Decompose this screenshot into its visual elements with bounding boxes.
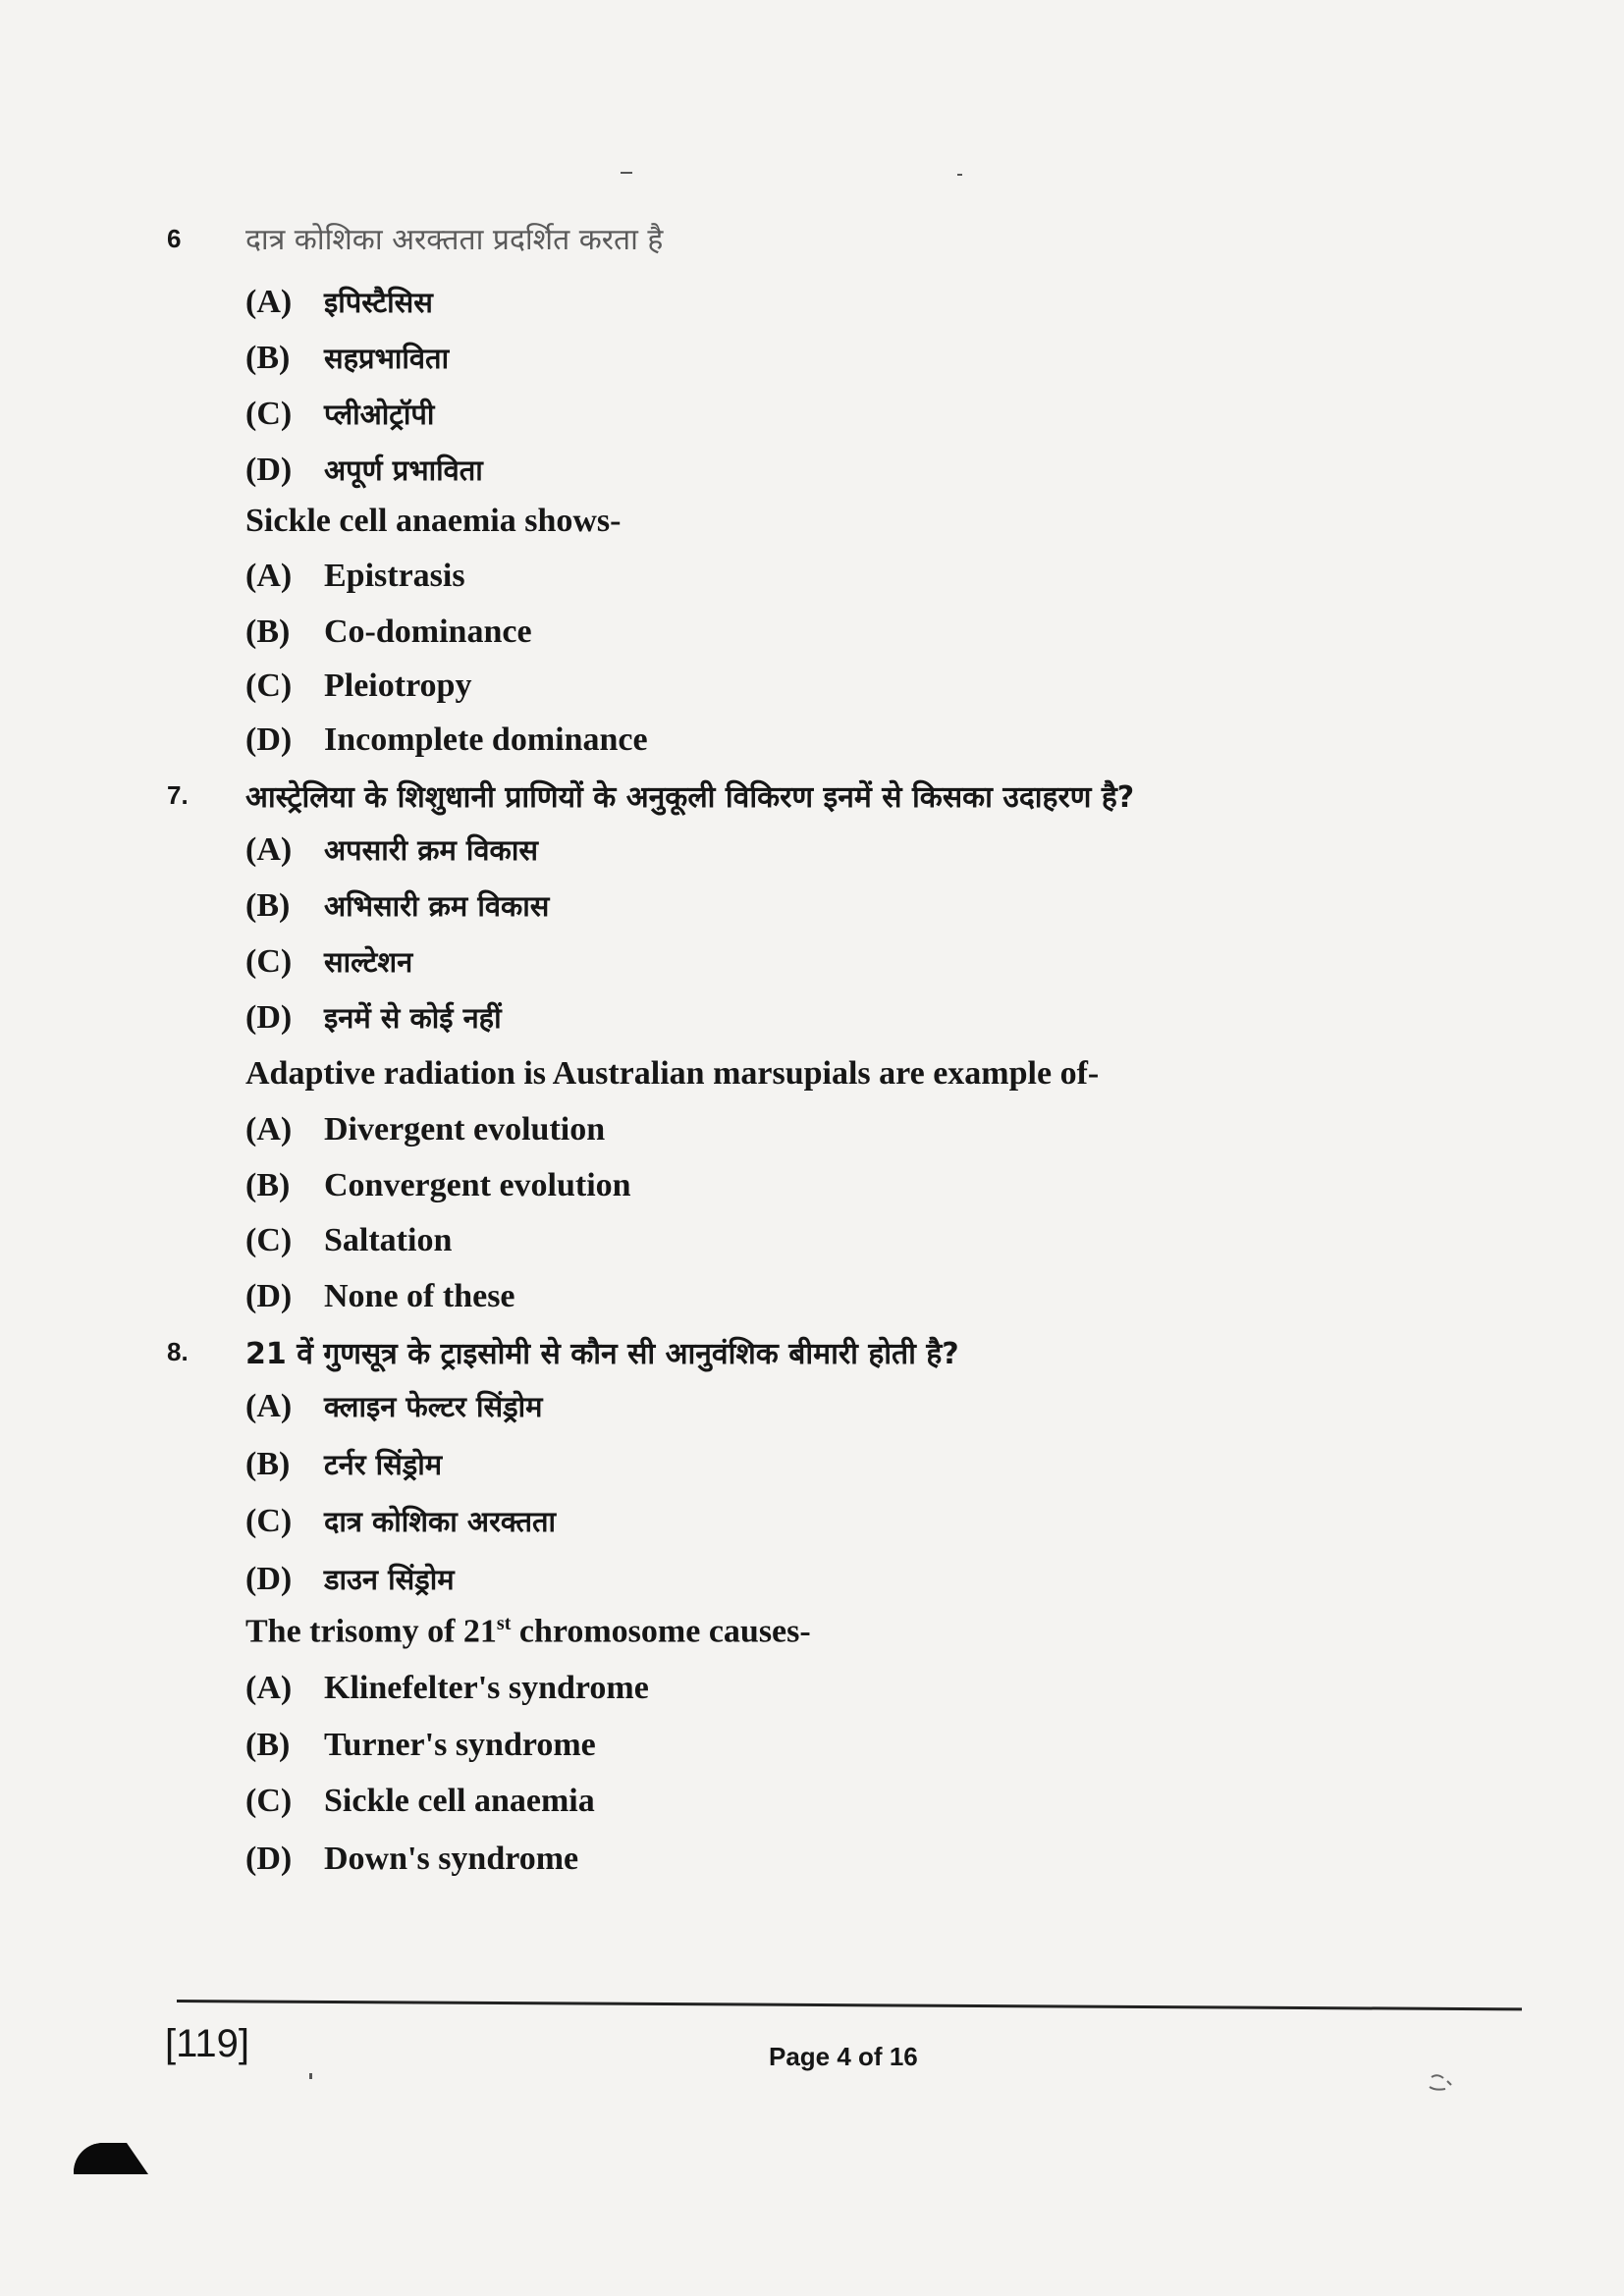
option-label: (C) xyxy=(245,1783,293,1819)
option-text: अभिसारी क्रम विकास xyxy=(324,889,550,923)
question-text-hindi: दात्र कोशिका अरक्तता प्रदर्शित करता है xyxy=(245,223,664,257)
option-hindi xyxy=(245,339,449,377)
option-text: Saltation xyxy=(324,1222,453,1258)
option-text: Co-dominance xyxy=(324,614,532,650)
option-label: (A) xyxy=(245,284,293,320)
question-text-hindi: आस्ट्रेलिया के शिशुधानी प्राणियों के अनुकूली विकिरण इनमें से किसका उदाहरण है? xyxy=(245,780,1135,815)
option-hindi xyxy=(245,395,434,433)
question-text-part: chromosome causes- xyxy=(511,1613,811,1650)
option-text: अपसारी क्रम विकास xyxy=(324,833,538,867)
option-label: (C) xyxy=(245,1222,293,1258)
scan-speck xyxy=(957,174,962,176)
option-text: Divergent evolution xyxy=(324,1111,606,1148)
scan-mark-icon xyxy=(1426,2069,1457,2101)
option-text: None of these xyxy=(324,1278,515,1314)
option-hindi xyxy=(245,998,502,1037)
option-text: Incomplete dominance xyxy=(324,721,648,758)
option-english xyxy=(245,667,471,705)
option-label: (B) xyxy=(245,887,291,924)
option-hindi xyxy=(245,1560,455,1598)
corner-blot xyxy=(74,2143,148,2174)
option-text: Epistrasis xyxy=(324,558,465,594)
option-english xyxy=(245,1841,578,1878)
option-text: अपूर्ण प्रभाविता xyxy=(324,454,483,487)
question-number: 7. xyxy=(167,780,189,810)
option-label: (C) xyxy=(245,943,293,980)
option-label: (D) xyxy=(245,1278,293,1314)
option-hindi xyxy=(245,451,483,489)
option-text: साल्टेशन xyxy=(324,945,413,979)
option-english xyxy=(245,1278,515,1315)
option-text: सहप्रभाविता xyxy=(324,342,450,375)
option-hindi xyxy=(245,283,433,321)
option-text: Down's syndrome xyxy=(324,1841,579,1877)
option-label: (B) xyxy=(245,1446,291,1482)
option-hindi xyxy=(245,830,538,869)
option-text: Convergent evolution xyxy=(324,1167,631,1203)
option-english xyxy=(245,721,648,759)
option-hindi xyxy=(245,1387,542,1425)
option-label: (D) xyxy=(245,452,293,488)
question-text-english: Sickle cell anaemia shows- xyxy=(245,503,622,539)
question-number: 6 xyxy=(167,224,182,253)
option-hindi xyxy=(245,1502,556,1540)
option-text: प्लीओट्रॉपी xyxy=(324,398,435,431)
option-text: Sickle cell anaemia xyxy=(324,1783,595,1819)
option-text: Klinefelter's syndrome xyxy=(324,1670,649,1706)
question-text-english: Adaptive radiation is Australian marsupials are example of- xyxy=(245,1055,1100,1092)
option-label: (D) xyxy=(245,1561,293,1597)
option-text: इनमें से कोई नहीं xyxy=(324,1001,502,1035)
footer-rule xyxy=(177,2000,1522,2010)
scan-speck xyxy=(309,2073,312,2079)
ordinal-suffix: st xyxy=(496,1613,512,1634)
option-english xyxy=(245,1727,596,1764)
option-text: Turner's syndrome xyxy=(324,1727,596,1763)
option-english xyxy=(245,614,532,651)
question-number: 8. xyxy=(167,1337,189,1366)
page-number: Page 4 of 16 xyxy=(769,2042,918,2071)
option-english xyxy=(245,558,465,595)
option-english xyxy=(245,1783,595,1820)
option-label: (B) xyxy=(245,614,291,650)
option-hindi xyxy=(245,1445,442,1483)
option-label: (A) xyxy=(245,831,293,868)
option-text: क्लाइन फेल्टर सिंड्रोम xyxy=(324,1390,543,1423)
option-label: (D) xyxy=(245,999,293,1036)
option-hindi xyxy=(245,886,549,925)
option-label: (D) xyxy=(245,721,293,758)
option-text: इपिस्टैसिस xyxy=(324,286,433,319)
option-label: (C) xyxy=(245,1503,293,1539)
question-text-part: The trisomy of 21 xyxy=(245,1613,497,1650)
paper-code: [119] xyxy=(165,2022,249,2065)
option-label: (B) xyxy=(245,1167,291,1203)
option-label: (B) xyxy=(245,1727,291,1763)
question-text-hindi: 21 वें गुणसूत्र के ट्राइसोमी से कौन सी आनुवंशिक बीमारी होती है? xyxy=(245,1337,959,1371)
option-label: (D) xyxy=(245,1841,293,1877)
option-text: डाउन सिंड्रोम xyxy=(324,1563,455,1596)
option-english xyxy=(245,1670,649,1707)
option-text: Pleiotropy xyxy=(324,667,472,704)
option-label: (A) xyxy=(245,1670,293,1706)
scan-speck xyxy=(621,172,632,174)
option-english xyxy=(245,1167,631,1204)
option-english xyxy=(245,1111,605,1148)
option-label: (A) xyxy=(245,558,293,594)
option-label: (C) xyxy=(245,396,293,432)
option-hindi xyxy=(245,942,412,981)
option-label: (B) xyxy=(245,340,291,376)
option-text: टर्नर सिंड्रोम xyxy=(324,1448,443,1481)
question-text-english xyxy=(245,1613,811,1650)
option-label: (C) xyxy=(245,667,293,704)
option-label: (A) xyxy=(245,1388,293,1424)
option-text: दात्र कोशिका अरक्तता xyxy=(324,1505,557,1538)
option-english xyxy=(245,1222,452,1259)
option-label: (A) xyxy=(245,1111,293,1148)
